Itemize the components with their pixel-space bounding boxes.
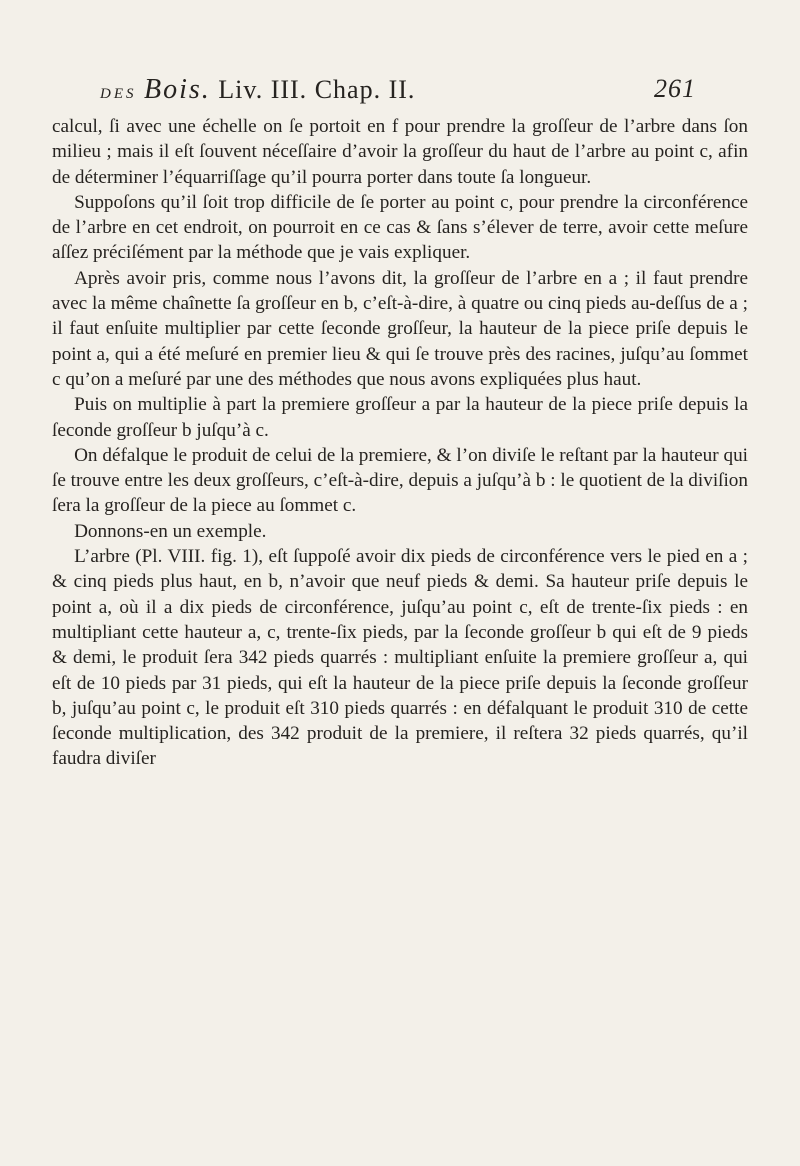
- header-livre: Liv. III.: [218, 75, 308, 104]
- header-chapter: Chap. II.: [314, 75, 416, 104]
- running-header: [100, 74, 700, 114]
- paragraph: Après avoir pris, comme nous l’avons dit, la groſſeur de l’arbre en a ; il faut prendre avec la même chaînette ſa groſſeur en b, c’eſt-à-dire, à quatre ou cinq pieds au-deſſus de a ; il faut enſuite multiplier par cette ſeconde groſſeur, la hauteur de la piece priſe depuis le point a, qui a été meſuré en premier lieu & qui ſe trouve près des racines, juſqu’au ſommet c qu’on a meſuré par une des méthodes que nous avons expliquées plus haut.: [52, 267, 748, 390]
- page-number: 261: [654, 74, 696, 103]
- header-des: des: [100, 78, 137, 103]
- paragraph: Suppoſons qu’il ſoit trop difficile de ſe porter au point c, pour prendre la circonférence de l’arbre en cet endroit, on pourroit en ce cas & ſans s’élever de terre, avoir cette meſure aſſez préciſément par la méthode que je vais expliquer.: [52, 191, 748, 264]
- paragraph: Puis on multiplie à part la premiere groſſeur a par la hauteur de la piece priſe depuis la ſeconde groſſeur b juſqu’à c.: [52, 394, 748, 441]
- body-text: [52, 114, 748, 772]
- paragraph: calcul, ſi avec une échelle on ſe portoit en f pour prendre la groſſeur de l’arbre dans ſon milieu ; mais il eſt ſouvent néceſſaire d’avoir la groſſeur du haut de l’arbre au point c, afin de déterminer l’équarriſſage qu’il pourra porter dans toute ſa longueur.: [52, 116, 748, 188]
- paragraph: Donnons-en un exemple.: [74, 520, 267, 542]
- paragraph: On défalque le produit de celui de la premiere, & l’on diviſe le reſtant par la hauteur qui ſe trouve entre les deux groſſeurs, c’eſt-à-dire, depuis a juſqu’à b : le quotient de la diviſion ſera la groſſeur de la piece au ſommet c.: [52, 444, 748, 517]
- header-bois: Bois.: [144, 74, 211, 105]
- paragraph: L’arbre (Pl. VIII. fig. 1), eſt ſuppoſé avoir dix pieds de circonférence vers le pied en a ; & cinq pieds plus haut, en b, n’avoir que neuf pieds & demi. Sa hauteur priſe depuis le point a, où il a dix pieds de circonférence, juſqu’au point c, eſt de trente-ſix pieds : en multipliant cette hauteur a, c, trente-ſix pieds, par la ſeconde groſſeur b qui eſt de 9 pieds & demi, le produit ſera 342 pieds quarrés : multipliant enſuite la premiere groſſeur a, qui eſt de 10 pieds par 31 pieds, qui eſt la hauteur de la piece priſe depuis la ſeconde groſſeur b, juſqu’au point c, le produit eſt 310 pieds quarrés : en défalquant le produit 310 de cette ſeconde multiplication, des 342 produit de la premiere, il reſtera 32 pieds quarrés, qu’il faudra diviſer: [52, 546, 748, 770]
